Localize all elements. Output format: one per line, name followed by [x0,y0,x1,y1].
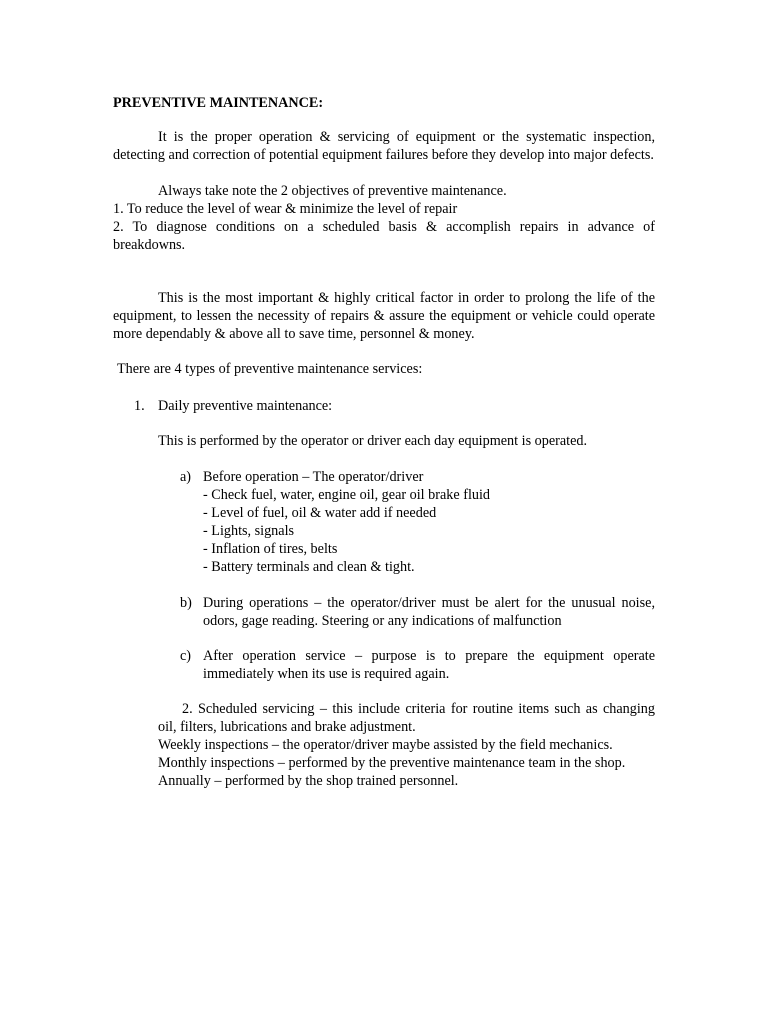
type-1-description: This is performed by the operator or driver each day equipment is operated. [158,433,588,449]
subitem-c-text: After operation service – purpose is to prepare the equipment operate immediately when its use is required again. [203,648,655,682]
document-heading: PREVENTIVE MAINTENANCE: [113,95,324,111]
checklist-item: - Inflation of tires, belts [203,541,338,557]
checklist-item: - Level of fuel, oil & water add if needed [203,505,437,521]
subitem-b-letter: b) [180,595,192,611]
inspection-weekly: Weekly inspections – the operator/driver maybe assisted by the field mechanics. [158,737,613,753]
inspection-monthly: Monthly inspections – performed by the preventive maintenance team in the shop. [158,755,626,771]
subitem-c-letter: c) [180,648,192,664]
subitem-b-text: During operations – the operator/driver must be alert for the unusual noise, odors, gage reading. Steering or any indications of malfunction [203,595,655,629]
objectives-intro: Always take note the 2 objectives of preventive maintenance. [158,183,507,199]
checklist-item: - Lights, signals [203,523,295,539]
before-operation-checklist [203,486,655,576]
inspection-annually: Annually – performed by the shop trained personnel. [158,773,459,789]
types-intro: There are 4 types of preventive maintenance services: [117,361,423,377]
subitem-a [203,468,655,576]
type-1-title: Daily preventive maintenance: [158,398,333,414]
importance-paragraph: This is the most important & highly critical factor in order to prolong the life of the equipment, to lessen the necessity of repairs & assure the equipment or vehicle could operate more dependably & above all to save time, personnel & money. [113,290,655,342]
type-1-number: 1. [134,398,145,414]
objective-item-1: 1. To reduce the level of wear & minimize the level of repair [113,201,458,217]
type-2-scheduled-servicing: 2. Scheduled servicing – this include criteria for routine items such as changing oil, filters, lubrications and brake adjustment. [158,701,655,735]
checklist-item: - Check fuel, water, engine oil, gear oil brake fluid [203,487,491,503]
objective-item-2: 2. To diagnose conditions on a scheduled basis & accomplish repairs in advance of breakdowns. [113,219,655,253]
intro-paragraph: It is the proper operation & servicing of equipment or the systematic inspection, detecting and correction of potential equipment failures before they develop into major defects. [113,129,655,163]
checklist-item: - Battery terminals and clean & tight. [203,559,415,575]
subitem-a-letter: a) [180,469,192,485]
subitem-a-text: Before operation – The operator/driver [203,469,424,485]
